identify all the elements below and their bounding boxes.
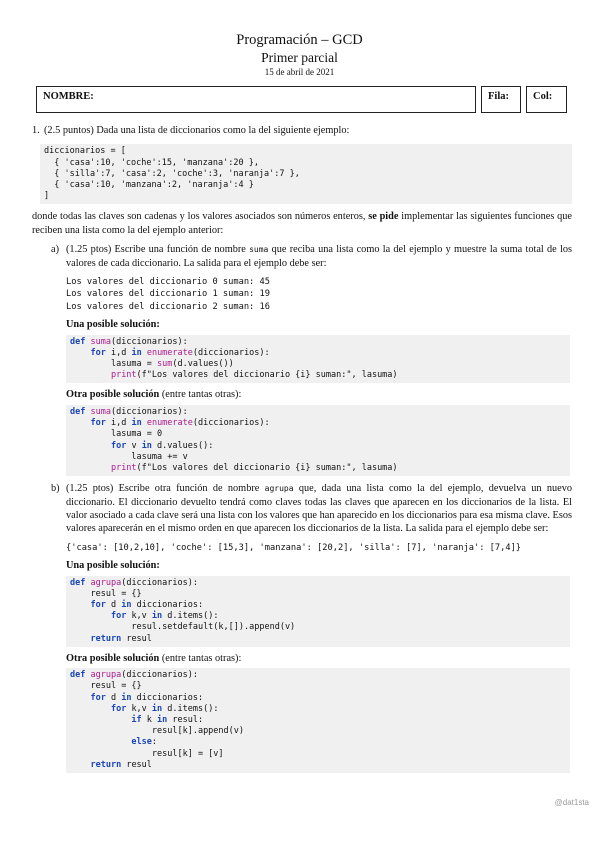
part-a-solution-1-code: [66, 335, 570, 384]
fn: enumerate: [146, 418, 193, 429]
part-b-statement: [66, 482, 572, 536]
code-text: lasuma += v: [131, 451, 188, 462]
code-text: (f"Los valores del diccionario {i} suman:", lasuma): [136, 462, 398, 473]
student-info-box: [36, 86, 567, 113]
watermark: @dat1sta: [554, 798, 589, 807]
code-text: diccionarios:: [131, 599, 204, 610]
fn: print: [110, 462, 137, 473]
kw: else: [131, 737, 152, 748]
code-text: d.values():: [151, 440, 214, 451]
part-a-label: a): [51, 244, 59, 256]
fn: suma: [90, 336, 111, 347]
part-b-expected-output: {'casa': [10,2,10], 'coche': [15,3], 'manzana': [20,2], 'silla': [7], 'naranja': [7,4]}: [66, 542, 522, 553]
code-text: d.items():: [162, 611, 219, 622]
code-text: (diccionarios):: [110, 406, 188, 417]
kw: in: [121, 599, 132, 610]
fn: agrupa: [90, 577, 122, 588]
kw: in: [141, 440, 152, 451]
kw: def: [70, 670, 86, 681]
kw: for: [110, 440, 127, 451]
code-text: k,v: [131, 611, 152, 622]
kw: in: [151, 703, 163, 714]
fn: enumerate: [146, 347, 193, 358]
part-b-solution-2-code: [66, 668, 570, 773]
code-text: k,v: [131, 703, 152, 714]
question-1: [32, 124, 572, 137]
code-text: (diccionarios):: [110, 336, 188, 347]
name-label: NOMBRE:: [43, 91, 94, 102]
col-field[interactable]: [526, 86, 567, 113]
description-post: implementar las siguientes funciones que reciben una lista como la del ejemplo anterior:: [32, 211, 572, 236]
name-field[interactable]: [36, 86, 476, 113]
kw: in: [157, 714, 168, 725]
code-text: d: [110, 599, 122, 610]
kw: def: [70, 336, 86, 347]
kw: for: [110, 611, 127, 622]
code-text: resul = {}: [90, 681, 142, 692]
question-number: 1.: [32, 125, 40, 136]
kw: def: [70, 406, 86, 417]
part-b-fn-name: agrupa: [264, 484, 294, 494]
part-b-solution-1-code: [66, 576, 570, 647]
question-description: [32, 210, 572, 237]
part-a-text-post: que reciba una lista como la del ejemplo y muestre la suma total de los valores de cada diccionario. La salida para el ejemplo debe ser:: [66, 244, 572, 269]
solution-2-title: Otra posible solución: [66, 389, 160, 401]
exam-title: Programación – GCD: [236, 32, 363, 48]
description-bold: se pide: [368, 211, 399, 223]
code-text: (f"Los valores del diccionario {i} suman:", lasuma): [136, 370, 398, 381]
part-a-statement: [66, 243, 572, 270]
code-text: resul.setdefault(k,[]).append(v): [131, 622, 296, 633]
code-text: (diccionarios):: [121, 577, 198, 588]
description-pre: donde todas las claves son cadenas y los valores asociados son números enteros,: [32, 211, 369, 223]
part-a-text-pre: (1.25 ptos) Escribe una función de nombre: [66, 244, 250, 256]
solution-2-title: Otra posible solución: [66, 652, 160, 664]
code-text: (diccionarios):: [121, 670, 198, 681]
code-text: i,d: [110, 418, 132, 429]
part-b-solution-2-label: [66, 652, 572, 665]
kw: in: [151, 611, 163, 622]
kw: for: [90, 692, 106, 703]
col-label: Col:: [533, 91, 553, 102]
kw: in: [131, 347, 142, 358]
code-text: :: [151, 737, 158, 748]
exam-content: [32, 124, 572, 776]
part-b-solution-1-label: Una posible solución:: [66, 560, 160, 572]
part-a-solution-2-label: [66, 388, 572, 401]
code-text: i,d: [110, 347, 132, 358]
kw: in: [131, 418, 142, 429]
code-text: d.items():: [162, 703, 219, 714]
part-a: [32, 243, 572, 476]
part-a-fn-name: suma: [249, 245, 269, 255]
kw: in: [121, 692, 132, 703]
kw: return: [90, 633, 122, 644]
code-text: lasuma =: [110, 359, 158, 370]
code-text: resul[k] = [v]: [151, 748, 224, 759]
part-a-expected-output: Los valores del diccionario 0 suman: 45 Los valores del diccionario 1 suman: 19 Los valores del diccionario 2 suman: 16: [66, 277, 270, 312]
fila-field[interactable]: [481, 86, 521, 113]
code-text: d: [110, 692, 122, 703]
fn: sum: [157, 359, 173, 370]
kw: for: [110, 703, 127, 714]
code-text: (diccionarios):: [192, 418, 270, 429]
kw: for: [90, 347, 106, 358]
exam-header: [0, 31, 599, 78]
code-text: (diccionarios):: [192, 347, 270, 358]
part-b-label: b): [51, 483, 60, 495]
code-text: v: [131, 440, 142, 451]
kw: return: [90, 759, 122, 770]
kw: for: [90, 599, 106, 610]
example-code-block: diccionarios = [ { 'casa':10, 'coche':15, 'manzana':20 }, { 'silla':7, 'casa':2, 'coche':3, 'naranja':7 }, { 'casa':10, 'manzana':2, 'naranja':4 } ]: [40, 144, 572, 204]
question-prompt: (2.5 puntos) Dada una lista de diccionarios como la del siguiente ejemplo:: [44, 125, 350, 136]
code-text: resul = {}: [90, 588, 142, 599]
exam-date: 15 de abril de 2021: [264, 67, 335, 77]
kw: def: [70, 577, 86, 588]
kw: for: [90, 418, 106, 429]
exam-subtitle: Primer parcial: [261, 50, 338, 65]
code-text: k: [146, 714, 158, 725]
part-a-solution-2-code: [66, 405, 570, 476]
part-b: [32, 482, 572, 773]
solution-2-note: (entre tantas otras):: [159, 389, 242, 401]
code-text: resul: [121, 759, 152, 770]
code-text: diccionarios:: [131, 692, 204, 703]
fn: agrupa: [90, 670, 122, 681]
fila-label: Fila:: [488, 91, 509, 102]
kw: if: [131, 714, 142, 725]
fn: suma: [90, 406, 111, 417]
part-b-text-post: que, dada una lista como la del ejemplo, devuelva un nuevo diccionario. El diccionario devuelto tendrá como claves todas las claves que aparecen en los diccionarios de la lista. El valor asociado a cada clave será una lista con los valores que han aparecido en los diccionarios para esa misma clave. Esos valores aparecerán en el mismo orden en que aparecen los diccionarios de la lista. La salida para el ejemplo debe ser:: [66, 483, 572, 535]
code-text: resul:: [167, 714, 204, 725]
solution-2-note: (entre tantas otras):: [159, 652, 242, 664]
code-text: (d.values()): [172, 359, 234, 370]
code-text: resul[k].append(v): [151, 726, 245, 737]
fn: print: [110, 370, 137, 381]
part-b-text-pre: (1.25 ptos) Escribe otra función de nombre: [66, 483, 265, 495]
code-text: resul: [121, 633, 152, 644]
part-a-solution-1-label: Una posible solución:: [66, 319, 160, 331]
code-text: lasuma = 0: [110, 429, 163, 440]
